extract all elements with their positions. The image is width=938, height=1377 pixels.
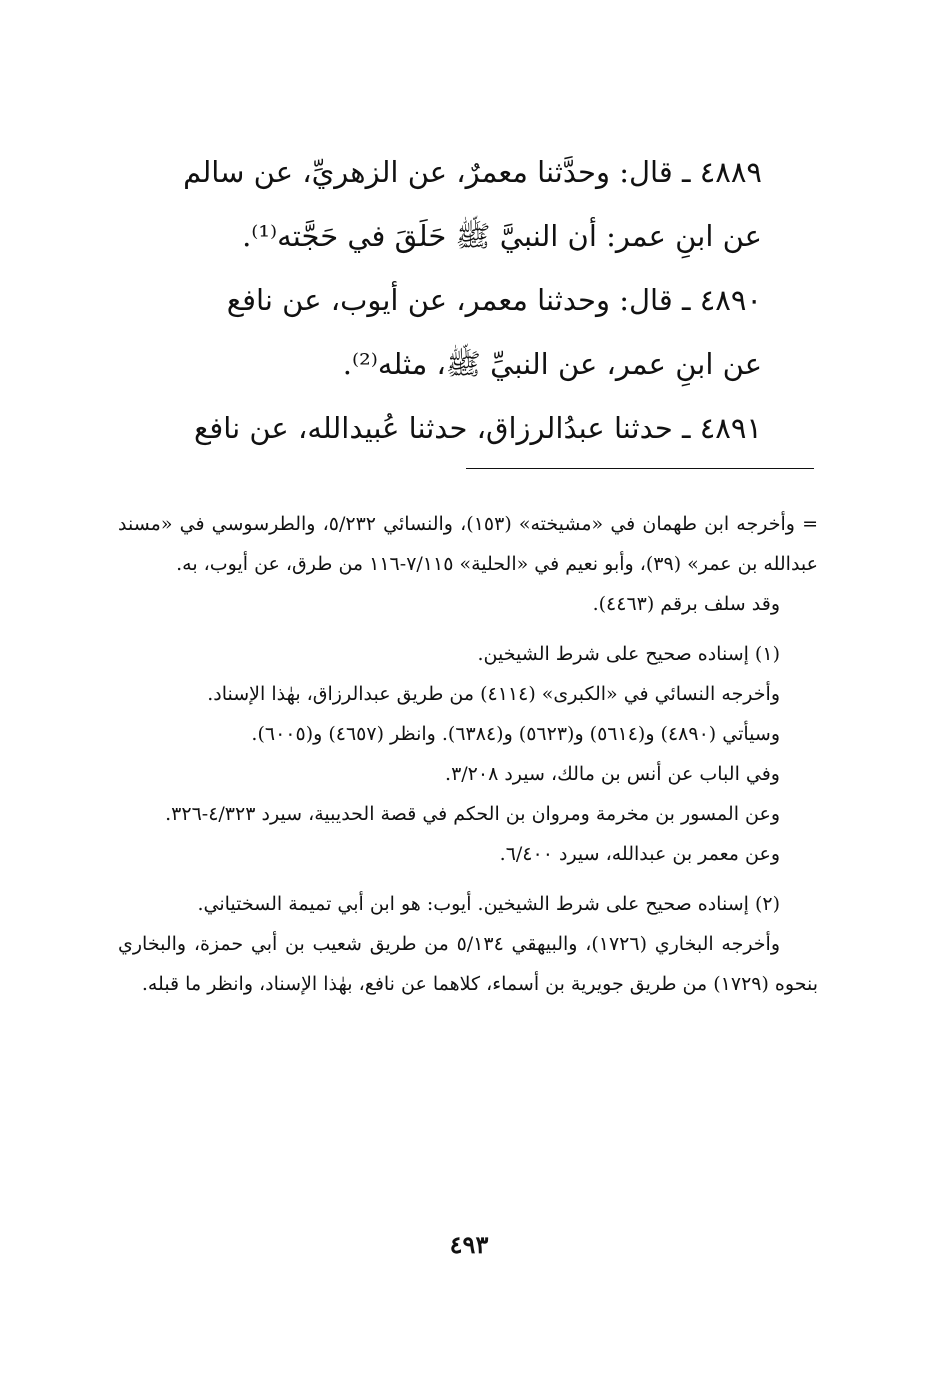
footnote-paragraph: (٢) إسناده صحيح على شرط الشيخين. أيوب: هو ابن أبي تميمة السختياني. <box>197 893 780 915</box>
hadith-line: عن ابنِ عمر، عن النبيِّ ﷺ، مثله⁽²⁾. <box>342 347 762 381</box>
footnote-paragraph: وعن المسور بن مخرمة ومروان بن الحكم في قصة الحديبية، سيرد ٤/٣٢٣-٣٢٦. <box>165 803 780 825</box>
footnote-paragraph: (١) إسناده صحيح على شرط الشيخين. <box>477 643 780 665</box>
footnote-1 <box>118 634 818 874</box>
hadith-line: عن ابنِ عمر: أن النبيَّ ﷺ حَلَقَ في حَجَّته⁽¹⁾. <box>242 219 762 253</box>
page-number: ٤٩٣ <box>449 1230 489 1259</box>
footnote-separator <box>466 468 814 469</box>
footnote-paragraph: وأخرجه البخاري (١٧٢٦)، والبيهقي ٥/١٣٤ من طريق شعيب بن أبي حمزة، والبخاري بنحوه (١٧٢٩) من طريق جويرية بن أسماء، كلاهما عن نافع، بهٰذا الإسناد، وانظر ما قبله. <box>118 933 818 995</box>
hadith-line: ٤٨٩١ ـ حدثنا عبدُالرزاق، حدثنا عُبيدالله، عن نافع <box>193 411 762 445</box>
hadith-line: ٤٨٩٠ ـ قال: وحدثنا معمر، عن أيوب، عن نافع <box>226 283 762 317</box>
footnote-2 <box>118 884 818 1004</box>
footnotes <box>118 504 818 1004</box>
footnote-paragraph: وفي الباب عن أنس بن مالك، سيرد ٣/٢٠٨. <box>445 763 780 785</box>
hadith-line: ٤٨٨٩ ـ قال: وحدَّثنا معمرٌ، عن الزهريِّ، عن سالم <box>183 155 762 189</box>
footnote-paragraph: = وأخرجه ابن طهمان في «مشيخته» (١٥٣)، والنسائي ٥/٢٣٢، والطرسوسي في «مسند عبدالله بن عمر» (٣٩)، وأبو نعيم في «الحلية» ٧/١١٥-١١٦ من طرق، عن أيوب، به. <box>118 513 818 575</box>
footnote-paragraph: وأخرجه النسائي في «الكبرى» (٤١١٤) من طريق عبدالرزاق، بهٰذا الإسناد. <box>207 683 780 705</box>
footnote-paragraph: وسيأتي (٤٨٩٠) و(٥٦١٤) و(٥٦٢٣) و(٦٣٨٤). وانظر (٤٦٥٧) و(٦٠٠٥). <box>251 723 780 745</box>
footnote-paragraph: وقد سلف برقم (٤٤٦٣). <box>592 593 780 615</box>
footnote-paragraph: وعن معمر بن عبدالله، سيرد ٦/٤٠٠. <box>499 843 780 865</box>
main-hadith-text <box>183 140 762 460</box>
